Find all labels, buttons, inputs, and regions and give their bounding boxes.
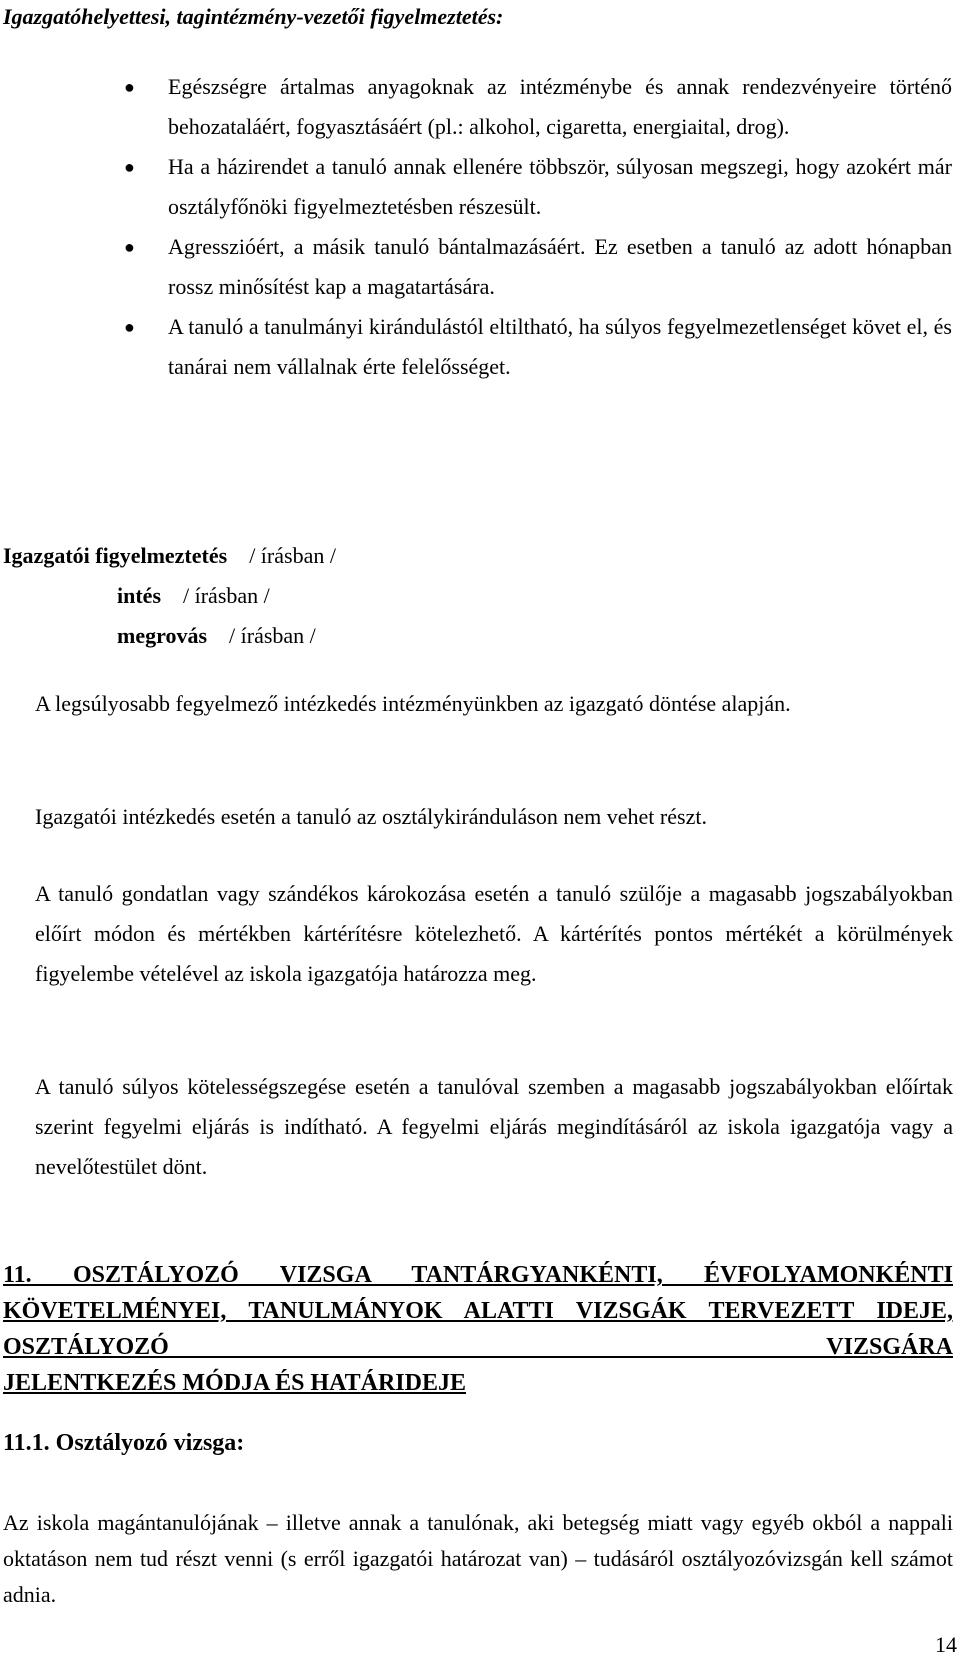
vice-principal-warning-heading: Igazgatóhelyettesi, tagintézmény-vezetői figyelmeztetés: [3, 4, 504, 29]
paragraph: Igazgatói intézkedés esetén a tanuló az osztálykiránduláson nem vehet részt. [35, 804, 707, 829]
section-heading: 11. OSZTÁLYOZÓ VIZSGA TANTÁRGYANKÉNTI, ÉVFOLYAMONKÉNTI KÖVETELMÉNYEI, TANULMÁNYOK ALATTI VIZSGÁK TERVEZETT IDEJE, OSZTÁLYOZÓ VIZSGÁRA [3, 1262, 953, 1360]
measure-row: intés / írásban / [117, 583, 270, 608]
subsection-heading: 11.1. Osztályozó vizsga: [3, 1430, 245, 1456]
warning-reasons-list [124, 67, 952, 387]
paragraph: A tanuló súlyos kötelességszegése esetén a tanulóval szemben a magasabb jogszabályokban előírtak szerint fegyelmi eljárás is indítható. A fegyelmi eljárás megindításáról az iskola igazgatója vagy a nevelőtestület dönt. [35, 1074, 953, 1179]
paragraph: A legsúlyosabb fegyelmező intézkedés intézményünkben az igazgató döntése alapján. [35, 691, 791, 716]
disciplinary-measures [3, 536, 336, 656]
measure-row: megrovás / írásban / [117, 623, 316, 648]
list-item: ● A tanuló a tanulmányi kirándulástól eltiltható, ha súlyos fegyelmezetlenséget követ el, és tanárai nem vállalnak érte felelősséget. [168, 307, 952, 387]
paragraph: A tanuló gondatlan vagy szándékos károkozása esetén a tanuló szülője a magasabb jogszabályokban előírt módon és mértékben kártérítésre kötelezhető. A kártérítés pontos mértékét a körülmények figyelembe vételével az iskola igazgatója határozza meg. [35, 881, 953, 986]
bullet-icon: ● [124, 157, 135, 177]
list-item: ● Ha a házirendet a tanuló annak ellenére többször, súlyosan megszegi, hogy azokért már osztályfőnöki figyelmeztetésben részesült. [168, 147, 952, 227]
measure-row: Igazgatói figyelmeztetés / írásban / [3, 543, 336, 568]
page-number: 14 [935, 1632, 957, 1657]
list-item: ● Agresszióért, a másik tanuló bántalmazásáért. Ez esetben a tanuló az adott hónapban rossz minősítést kap a magatartására. [168, 227, 952, 307]
list-item: ● Egészségre ártalmas anyagoknak az intézménybe és annak rendezvényeire történő behozataláért, fogyasztásáért (pl.: alkohol, cigaretta, energiaital, drog). [168, 67, 952, 147]
bullet-icon: ● [124, 237, 135, 257]
section-heading-last-line: JELENTKEZÉS MÓDJA ÉS HATÁRIDEJE [3, 1370, 466, 1396]
bullet-icon: ● [124, 317, 135, 337]
subsection-paragraph: Az iskola magántanulójának – illetve annak a tanulónak, aki betegség miatt vagy egyéb okból a nappali oktatáson nem tud részt venni (s erről igazgatói határozat van) – tudásáról osztályozóvizsgán kell számot adnia. [3, 1510, 953, 1607]
bullet-icon: ● [124, 77, 135, 97]
